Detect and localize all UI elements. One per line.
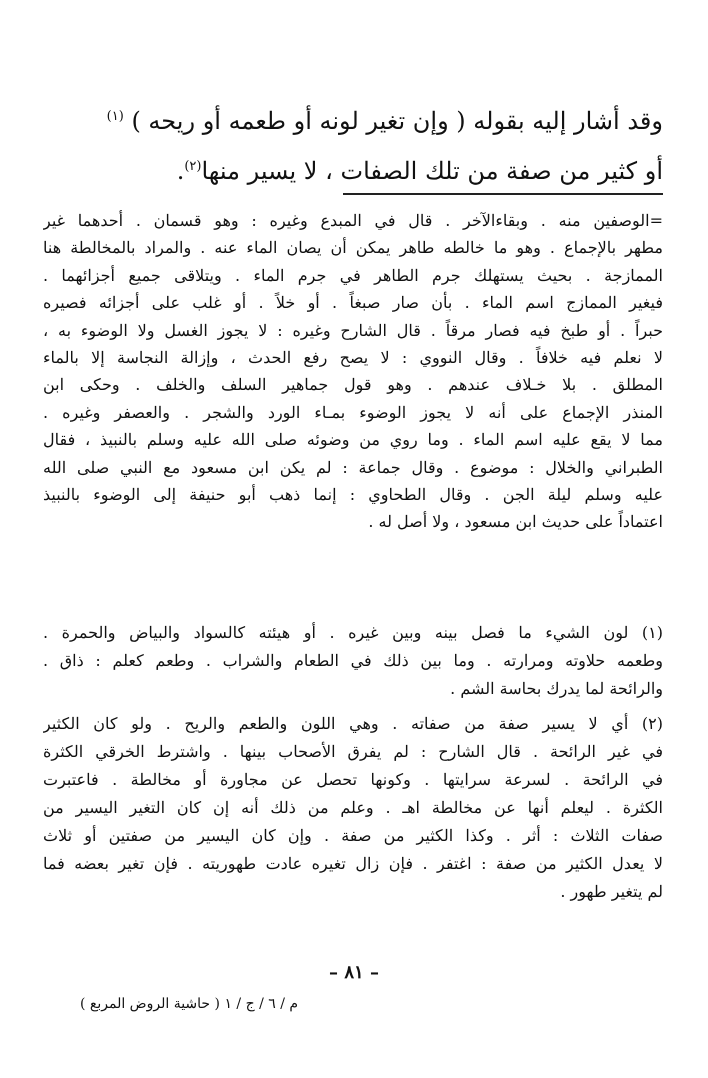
footnote-1-line: (١) لون الشيء ما فصل بينه وبين غيره . أو هيئته كالسواد والبياض والحمرة . bbox=[43, 623, 663, 642]
continued-note-line: فيغير الممازج اسم الماء . بأن صار صبغاً . أو خلاً . أو غلب على أجزائه فصيره bbox=[43, 293, 663, 313]
footnote-2-line: في الرائحة . لسرعة سرايتها . وكونها تحصل عن مجاورة أو مخالطة . فاعتبرت bbox=[43, 770, 663, 789]
footnote-2-line: لم يتغير طهور . bbox=[560, 882, 663, 901]
footnote-marker-1: (١) bbox=[106, 109, 124, 124]
footnote-2-line: صفات الثلاث : أثر . وكذا الكثير من صفة . وإن كان اليسير من صفتين أو ثلاث bbox=[43, 826, 663, 845]
continued-note-line: الطبراني والخلال : موضوع . وقال جماعة : لم يكن ابن مسعود مع النبي صلى الله bbox=[43, 457, 663, 477]
main-text bbox=[43, 96, 663, 196]
footnote-2-line: الكثرة . ليعلم أنها عن مخالطة اهـ . وعلم من ذلك أنه إن كان التغير اليسير من bbox=[43, 798, 663, 817]
footnote-1-line: وطعمه حلاوته ومرارته . وما بين ذلك في الطعام والشراب . وطعم كعلم : ذاق . bbox=[43, 651, 663, 670]
footnote-2-line: في غير الرائحة . قال الشارح : لم يفرق الأصحاب بينها . واشترط الخرقي الكثرة bbox=[43, 742, 663, 761]
continued-note-line: اعتماداً على حديث ابن مسعود ، ولا أصل له . bbox=[368, 512, 663, 532]
continued-note-line: لا نعلم فيه خلافاً . وقال النووي : لا يصح رفع الحدث ، وإزالة النجاسة إلا بالماء bbox=[43, 347, 663, 367]
main-text-line-2-end: . bbox=[176, 157, 185, 185]
page-number: – ٨١ – bbox=[329, 962, 379, 983]
footnote-2-line: لا يعدل الكثير من صفة : اغتفر . فإن زال تغيره عادت طهوريته . فإن تغير بعضه فما bbox=[43, 854, 663, 873]
continued-note-line: مما لا يقع عليه اسم الماء . وما روي من وضوئه صلى الله عليه وسلم بالنبيذ ، فقال bbox=[43, 430, 663, 450]
continued-note-line: مطهر بالإجماع . وهو ما خالطه طاهر يمكن أن يصان الماء عنه . والمراد بالمخالطة هنا bbox=[43, 238, 663, 258]
main-text-line-2 bbox=[43, 146, 663, 196]
footnote-1 bbox=[43, 619, 663, 703]
main-text-line-1-text: وقد أشار إليه بقوله ( وإن تغير لونه أو طعمه أو ريحه ) bbox=[131, 107, 663, 135]
continued-note-line: الممازجة . بحيث يستهلك جرم الطاهر في جرم الماء . ويتلاقى جميع أجزائهما . bbox=[43, 265, 663, 285]
continued-note-line: حبراً . أو طبخ فيه فصار مرقاً . قال الشارح وغيره : لا يجوز الغسل ولا الوضوء به ، bbox=[43, 320, 663, 340]
main-text-line-1 bbox=[43, 96, 663, 146]
continued-note-line: عليه وسلم ليلة الجن . وقال الطحاوي : إنما ذهب أبو حنيفة إلى الوضوء بالنبيذ bbox=[43, 484, 663, 504]
footnote-2-line: (٢) أي لا يسير صفة من صفاته . وهي اللون والطعم والريح . ولو كان الكثير bbox=[43, 714, 663, 733]
footnote-marker-2: (٢) bbox=[184, 159, 202, 174]
footnote-1-line: والرائحة لما يدرك بحاسة الشم . bbox=[450, 679, 663, 698]
continued-note-line: المطلق . بلا خـلاف عندهم . وهو قول جماهير السلف والخلف . وحكى ابن bbox=[43, 375, 663, 395]
footer-signature: م / ٦ / ج / ١ ( حاشية الروض المربع ) bbox=[80, 996, 299, 1012]
continued-note-line: المنذر الإجماع على أنه لا يجوز الوضوء بمـاء الورد والشجر . والعصفر وغيره . bbox=[43, 402, 663, 422]
continued-note-line: =الوصفين منه . وبقاءالآخر . قال في المبدع وغيره : وهو قسمان . أحدهما غير bbox=[43, 211, 663, 230]
main-text-line-2-text: أو كثير من صفة من تلك الصفات ، لا يسير منها bbox=[201, 157, 663, 185]
footnote-separator bbox=[343, 193, 663, 195]
continued-note bbox=[43, 207, 663, 536]
footnote-2 bbox=[43, 710, 663, 906]
